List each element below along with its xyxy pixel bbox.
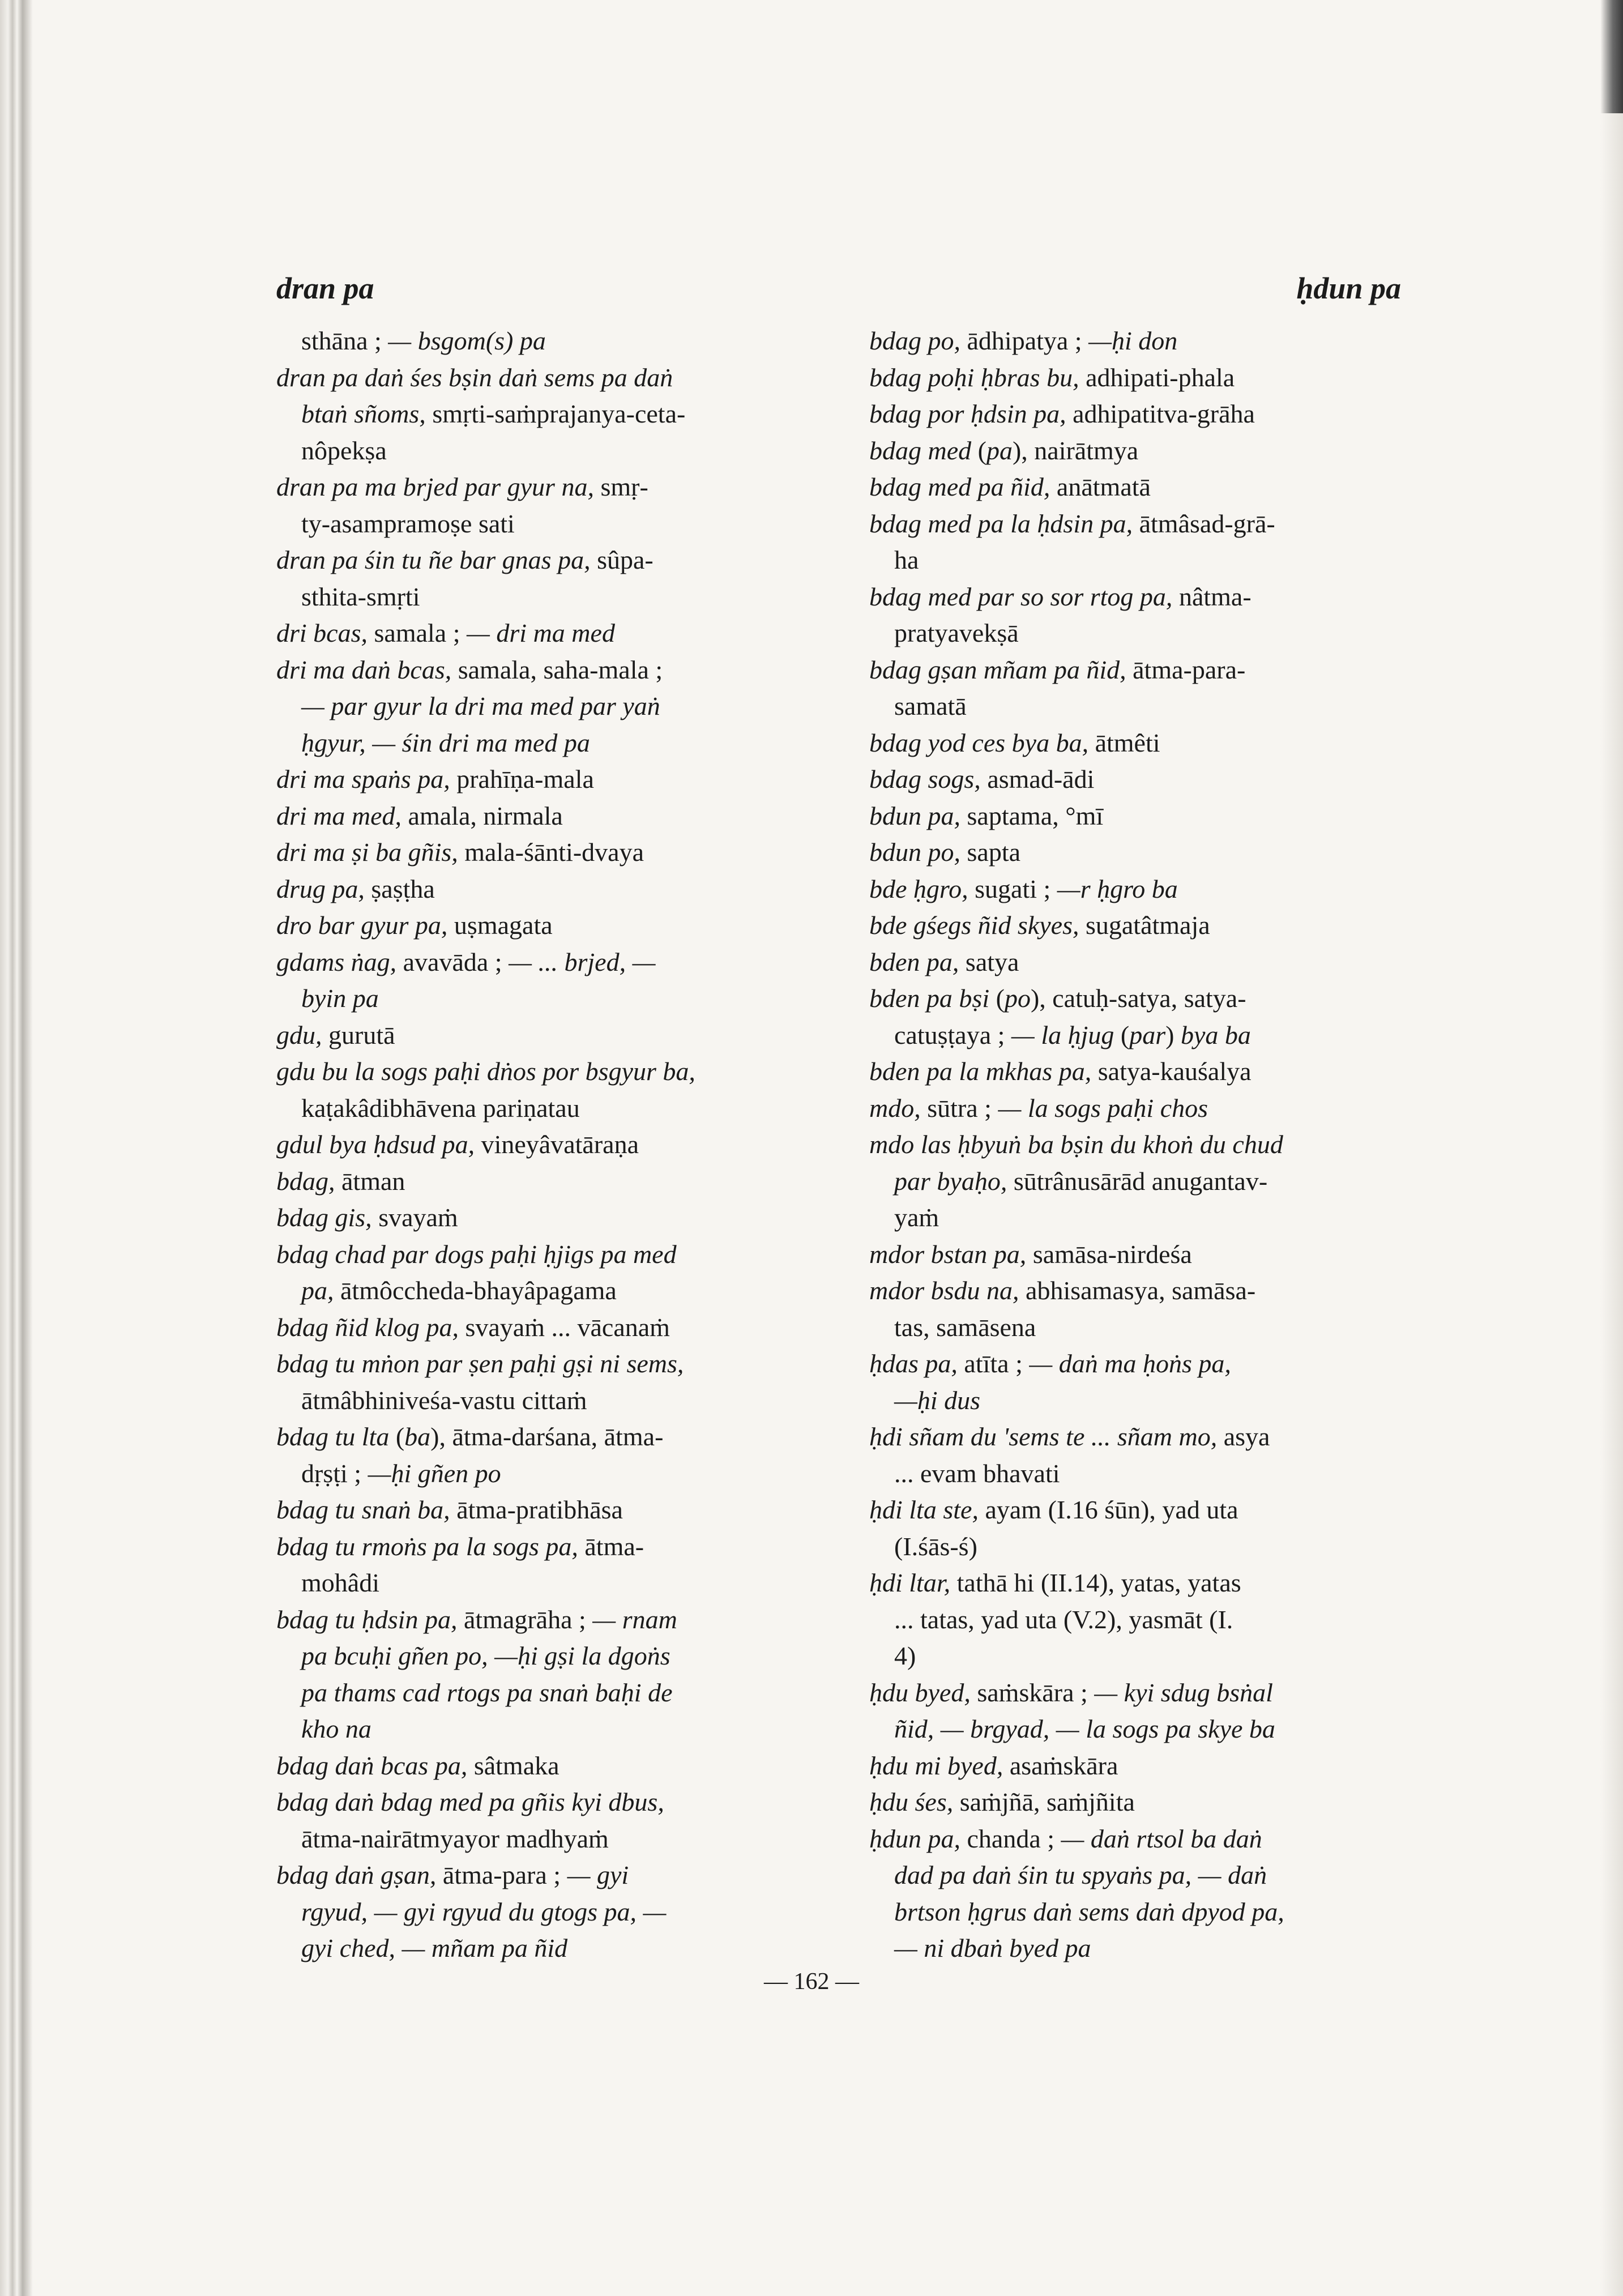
dictionary-line <box>276 1857 843 1894</box>
sanskrit-equivalent: ātma-para- <box>1133 655 1246 684</box>
sanskrit-equivalent: ātman <box>341 1166 405 1196</box>
dictionary-line <box>276 834 843 871</box>
sanskrit-equivalent: anātmatā <box>1056 472 1151 501</box>
dictionary-line <box>276 360 843 396</box>
tibetan-term: bdag poḥi ḥbras bu, <box>869 362 1086 392</box>
tibetan-term: bdag chad par dogs paḥi ḥjigs pa med <box>276 1239 677 1269</box>
dictionary-line <box>869 1529 1436 1565</box>
sanskrit-equivalent: ( <box>996 984 1005 1013</box>
tibetan-term: gyi ched, — mñam pa ñid <box>301 1934 568 1962</box>
dictionary-line <box>869 907 1436 944</box>
tibetan-term: bde ḥgro, <box>869 874 975 903</box>
dictionary-line <box>276 433 843 470</box>
tibetan-term: gdu bu la sogs paḥi dṅos por bsgyur ba, <box>276 1057 695 1086</box>
sanskrit-equivalent: sthita-smṛti <box>301 582 420 611</box>
sanskrit-equivalent: ātma-pratibhāsa <box>456 1495 623 1524</box>
dictionary-line <box>869 798 1436 835</box>
sanskrit-equivalent: ), nairātmya <box>1012 436 1139 465</box>
page-corner-shadow <box>1600 0 1623 113</box>
tibetan-term: bdag med par so sor rtog pa, <box>869 582 1179 611</box>
tibetan-term: — la ḥjug <box>1011 1020 1121 1049</box>
sanskrit-equivalent: atīta ; <box>964 1349 1030 1378</box>
tibetan-term: rgyud, — gyi rgyud du gtogs pa, — <box>301 1897 667 1926</box>
tibetan-term: bdag med <box>869 436 978 465</box>
tibetan-term: — la sogs paḥi chos <box>998 1093 1208 1123</box>
tibetan-term: dran pa ma brjed par gyur na, <box>276 472 601 501</box>
dictionary-line <box>869 1456 1436 1492</box>
page-number: — 162 — <box>764 1969 859 1995</box>
sanskrit-equivalent: ātmêti <box>1095 728 1160 757</box>
tibetan-term: dro bar gyur pa, <box>276 911 454 940</box>
dictionary-line <box>276 323 843 360</box>
dictionary-line <box>276 1784 843 1821</box>
tibetan-term: btaṅ sñoms, <box>301 399 433 428</box>
dictionary-line <box>276 469 843 506</box>
dictionary-line <box>869 980 1436 1017</box>
tibetan-term: bden pa bṣi <box>869 984 996 1013</box>
tibetan-term: bdag por ḥdsin pa, <box>869 399 1073 428</box>
sanskrit-equivalent: ) <box>1165 1020 1181 1049</box>
dictionary-line <box>276 1456 843 1492</box>
sanskrit-equivalent: nâtma- <box>1178 582 1252 611</box>
dictionary-line <box>869 1930 1436 1967</box>
sanskrit-equivalent: ātma-nairātmyayor madhyaṁ <box>301 1824 609 1853</box>
tibetan-term: dran pa daṅ śes bṣin daṅ sems pa daṅ <box>276 362 673 392</box>
tibetan-term: ḥdi lta ste, <box>869 1495 985 1524</box>
sanskrit-equivalent: amala, nirmala <box>408 801 563 830</box>
dictionary-line <box>869 761 1436 798</box>
dictionary-line <box>276 1273 843 1309</box>
right-column <box>869 323 1436 1967</box>
sanskrit-equivalent: asya <box>1223 1422 1270 1451</box>
dictionary-line <box>276 761 843 798</box>
dictionary-line <box>869 1309 1436 1346</box>
tibetan-term: bden pa la mkhas pa, <box>869 1057 1098 1086</box>
sanskrit-equivalent: sūtrânusārād anugantav- <box>1013 1166 1268 1196</box>
sanskrit-equivalent: ), ātma-darśana, ātma- <box>430 1422 664 1451</box>
sanskrit-equivalent: saptama, °mī <box>967 801 1104 830</box>
dictionary-line <box>869 323 1436 360</box>
dictionary-line <box>869 360 1436 396</box>
dictionary-line <box>869 944 1436 981</box>
sanskrit-equivalent: ātma- <box>584 1531 644 1561</box>
sanskrit-equivalent: ha <box>894 545 919 574</box>
sanskrit-equivalent: saṁjñā, saṁjñita <box>959 1787 1135 1816</box>
dictionary-line <box>869 433 1436 470</box>
tibetan-term: ḥdu mi byed, <box>869 1751 1010 1780</box>
tibetan-term: bdag med pa ñid, <box>869 472 1057 501</box>
sanskrit-equivalent: adhipati-phala <box>1086 362 1235 392</box>
dictionary-line <box>276 652 843 689</box>
tibetan-term: ḥgyur, — śin dri ma med pa <box>301 728 590 757</box>
tibetan-term: pa bcuḥi gñen po, —ḥi gṣi la dgoṅs <box>301 1641 670 1670</box>
sanskrit-equivalent: prahīṇa-mala <box>456 765 594 793</box>
tibetan-term: bdag gis, <box>276 1203 379 1232</box>
tibetan-term: gdams ṅag, <box>276 947 403 976</box>
dictionary-line <box>869 1711 1436 1748</box>
sanskrit-equivalent: pratyavekṣā <box>894 618 1019 647</box>
tibetan-term: bdag po, <box>869 326 967 355</box>
dictionary-line <box>276 1675 843 1712</box>
dictionary-line <box>276 1017 843 1054</box>
dictionary-line <box>869 1638 1436 1675</box>
dictionary-line <box>276 1602 843 1638</box>
sanskrit-equivalent: ayam (I.16 śūn), yad uta <box>985 1495 1238 1524</box>
tibetan-term: bdag tu lta <box>276 1422 396 1451</box>
tibetan-term: po <box>1004 984 1031 1013</box>
dictionary-line <box>276 688 843 725</box>
tibetan-term: kho na <box>301 1714 371 1743</box>
tibetan-term: par byaḥo, <box>894 1166 1014 1196</box>
tibetan-term: ḥdi ltar, <box>869 1568 957 1597</box>
sanskrit-equivalent: satya <box>965 947 1019 976</box>
tibetan-term: mdor bstan pa, <box>869 1239 1033 1269</box>
sanskrit-equivalent: tas, samāsena <box>894 1312 1036 1342</box>
dictionary-line <box>276 725 843 762</box>
dictionary-line <box>869 834 1436 871</box>
dictionary-line <box>276 1309 843 1346</box>
sanskrit-equivalent: yaṁ <box>894 1203 939 1232</box>
sanskrit-equivalent: abhisamasya, samāsa- <box>1026 1276 1256 1305</box>
sanskrit-equivalent: ātmôccheda-bhayâpagama <box>340 1276 617 1305</box>
dictionary-line <box>276 615 843 652</box>
tibetan-term: dri ma daṅ bcas, <box>276 655 458 684</box>
dictionary-line <box>869 1565 1436 1602</box>
dictionary-line <box>869 1090 1436 1127</box>
dictionary-line <box>869 1126 1436 1163</box>
dictionary-line <box>276 1163 843 1200</box>
tibetan-term: mdor bsdu na, <box>869 1276 1026 1305</box>
sanskrit-equivalent: svayaṁ ... vācanaṁ <box>465 1312 670 1342</box>
sanskrit-equivalent: nôpekṣa <box>301 436 387 465</box>
tibetan-term: pa <box>986 436 1013 465</box>
dictionary-line <box>869 1821 1436 1858</box>
tibetan-term: brtson ḥgrus daṅ sems daṅ dpyod pa, <box>894 1897 1284 1926</box>
tibetan-term: drug pa, <box>276 874 371 903</box>
left-column <box>276 323 843 1967</box>
sanskrit-equivalent: avavāda ; <box>403 947 509 976</box>
sanskrit-equivalent: ), catuḥ-satya, satya- <box>1030 984 1246 1013</box>
tibetan-term: ḥdas pa, <box>869 1349 964 1378</box>
tibetan-term: pa, <box>301 1276 340 1305</box>
sanskrit-equivalent: ātma-para ; <box>442 1860 567 1889</box>
sanskrit-equivalent: mala-śānti-dvaya <box>464 838 644 867</box>
tibetan-term: — rnam <box>592 1604 677 1634</box>
dictionary-line <box>869 615 1436 652</box>
dictionary-line <box>276 1236 843 1273</box>
tibetan-term: bdag tu mṅon par ṣen paḥi gṣi ni sems, <box>276 1349 684 1378</box>
tibetan-term: — daṅ ma ḥoṅs pa, <box>1029 1349 1231 1378</box>
tibetan-term: bdag sogs, <box>869 765 988 793</box>
tibetan-term: par <box>1129 1020 1166 1049</box>
dictionary-line <box>276 798 843 835</box>
sanskrit-equivalent: smṛ- <box>600 472 648 501</box>
tibetan-term: ḥdi sñam du 'sems te ... sñam mo, <box>869 1422 1224 1451</box>
tibetan-term: — bsgom(s) pa <box>388 326 546 355</box>
sanskrit-equivalent: (I.śās-ś) <box>894 1531 977 1561</box>
sanskrit-equivalent: ( <box>395 1422 405 1451</box>
dictionary-line <box>276 1126 843 1163</box>
sanskrit-equivalent: samala ; <box>374 618 467 647</box>
sanskrit-equivalent: ātmâsad-grā- <box>1139 509 1275 538</box>
dictionary-line <box>276 579 843 616</box>
dictionary-line <box>869 396 1436 433</box>
dictionary-line <box>869 688 1436 725</box>
sanskrit-equivalent: sapta <box>967 838 1021 867</box>
tibetan-term: bdag med pa la ḥdsin pa, <box>869 509 1139 538</box>
dictionary-line <box>276 1529 843 1565</box>
page-right-edge <box>1589 0 1623 2296</box>
tibetan-term: gdu, <box>276 1020 328 1049</box>
dictionary-line <box>869 1419 1436 1456</box>
dictionary-line <box>276 1090 843 1127</box>
dictionary-line <box>276 542 843 579</box>
dictionary-line <box>276 871 843 908</box>
sanskrit-equivalent: sâtmaka <box>473 1751 559 1780</box>
sanskrit-equivalent: asaṁskāra <box>1009 1751 1118 1780</box>
tibetan-term: bdag ñid klog pa, <box>276 1312 465 1342</box>
tibetan-term: — gyi <box>567 1860 629 1889</box>
tibetan-term: dad pa daṅ śin tu spyaṅs pa, — daṅ <box>894 1860 1267 1889</box>
sanskrit-equivalent: catuṣṭaya ; <box>894 1020 1011 1049</box>
dictionary-line <box>869 469 1436 506</box>
sanskrit-equivalent: ... tatas, yad uta (V.2), yasmāt (I. <box>894 1604 1233 1634</box>
sanskrit-equivalent: ātmâbhiniveśa-vastu cittaṁ <box>301 1385 587 1415</box>
sanskrit-equivalent: ādhipatya ; <box>967 326 1089 355</box>
sanskrit-equivalent: svayaṁ <box>378 1203 458 1232</box>
sanskrit-equivalent: ātmagrāha ; <box>463 1604 593 1634</box>
tibetan-term: dran pa śin tu ñe bar gnas pa, <box>276 545 597 574</box>
dictionary-line <box>869 871 1436 908</box>
sanskrit-equivalent: satya-kauśalya <box>1097 1057 1252 1086</box>
tibetan-term: ḥdun pa, <box>869 1824 967 1853</box>
tibetan-term: — dri ma med <box>467 618 615 647</box>
sanskrit-equivalent: sûpa- <box>597 545 654 574</box>
dictionary-line <box>869 1382 1436 1419</box>
tibetan-term: — ni dbaṅ byed pa <box>894 1934 1091 1962</box>
dictionary-line <box>276 980 843 1017</box>
dictionary-line <box>276 1419 843 1456</box>
dictionary-line <box>869 1894 1436 1931</box>
dictionary-line <box>276 1382 843 1419</box>
dictionary-line <box>869 1492 1436 1529</box>
dictionary-line <box>276 1711 843 1748</box>
sanskrit-equivalent: adhipatitva-grāha <box>1073 399 1255 428</box>
dictionary-line <box>276 1492 843 1529</box>
dictionary-line <box>869 1346 1436 1382</box>
sanskrit-equivalent: ( <box>977 436 986 465</box>
sanskrit-equivalent: vineyâvatāraṇa <box>481 1130 639 1159</box>
tibetan-term: gdul bya ḥdsud pa, <box>276 1130 481 1159</box>
tibetan-term: bdag gṣan mñam pa ñid, <box>869 655 1133 684</box>
sanskrit-equivalent: dṛṣṭi ; <box>301 1458 368 1488</box>
dictionary-line <box>276 1821 843 1858</box>
dictionary-line <box>869 1273 1436 1309</box>
tibetan-term: bdag tu ḥdsin pa, <box>276 1604 464 1634</box>
tibetan-term: pa thams cad rtogs pa snaṅ baḥi de <box>301 1678 673 1707</box>
tibetan-term: ñid, — brgyad, — la sogs pa skye ba <box>894 1714 1275 1743</box>
tibetan-term: —ḥi dus <box>894 1385 981 1415</box>
dictionary-line <box>276 907 843 944</box>
tibetan-term: dri bcas, <box>276 618 374 647</box>
sanskrit-equivalent: kaṭakâdibhāvena pariṇatau <box>301 1093 580 1123</box>
tibetan-term: bdag tu rmoṅs pa la sogs pa, <box>276 1531 585 1561</box>
sanskrit-equivalent: 4) <box>894 1641 916 1670</box>
tibetan-term: ḥdu byed, <box>869 1678 977 1707</box>
tibetan-term: bdag daṅ gṣan, <box>276 1860 443 1889</box>
running-header-left: dran pa <box>276 271 374 305</box>
tibetan-term: —ḥi don <box>1088 326 1178 355</box>
tibetan-term: — daṅ rtsol ba daṅ <box>1061 1824 1262 1853</box>
tibetan-term: ba <box>404 1422 431 1451</box>
dictionary-line <box>869 652 1436 689</box>
dictionary-line <box>276 1894 843 1931</box>
dictionary-line <box>869 725 1436 762</box>
dictionary-line <box>276 1200 843 1236</box>
sanskrit-equivalent: chanda ; <box>967 1824 1061 1853</box>
tibetan-term: dri ma med, <box>276 801 408 830</box>
tibetan-term: —r ḥgro ba <box>1057 874 1178 903</box>
sanskrit-equivalent: tathā hi (II.14), yatas, yatas <box>956 1568 1241 1597</box>
tibetan-term: —ḥi gñen po <box>368 1458 501 1488</box>
tibetan-term: dri ma spaṅs pa, <box>276 765 457 793</box>
dictionary-line <box>869 1748 1436 1785</box>
page-binding-edge <box>0 0 34 2296</box>
sanskrit-equivalent: ṣaṣṭha <box>371 874 435 903</box>
sanskrit-equivalent: gurutā <box>328 1020 395 1049</box>
tibetan-term: bdag, <box>276 1166 341 1196</box>
dictionary-line <box>869 1053 1436 1090</box>
dictionary-line <box>869 1017 1436 1054</box>
dictionary-line <box>276 1346 843 1382</box>
sanskrit-equivalent: samala, saha-mala ; <box>458 655 663 684</box>
sanskrit-equivalent: asmad-ādi <box>987 765 1095 793</box>
sanskrit-equivalent: samatā <box>894 692 967 720</box>
tibetan-term: bdun po, <box>869 838 967 867</box>
sanskrit-equivalent: saṁskāra ; <box>977 1678 1095 1707</box>
sanskrit-equivalent: sugati ; <box>975 874 1057 903</box>
running-header-right: ḥdun pa <box>1296 271 1401 305</box>
sanskrit-equivalent: sūtra ; <box>927 1093 998 1123</box>
dictionary-line <box>276 944 843 981</box>
sanskrit-equivalent: sugatâtmaja <box>1085 911 1210 940</box>
dictionary-line <box>869 1857 1436 1894</box>
tibetan-term: bden pa, <box>869 947 966 976</box>
sanskrit-equivalent: ... evam bhavati <box>894 1458 1060 1488</box>
sanskrit-equivalent: smṛti-saṁprajanya-ceta- <box>432 399 686 428</box>
tibetan-term: dri ma ṣi ba gñis, <box>276 838 465 867</box>
tibetan-term: ḥdu śes, <box>869 1787 960 1816</box>
sanskrit-equivalent: uṣmagata <box>454 911 553 940</box>
dictionary-line <box>276 506 843 543</box>
dictionary-line <box>869 1675 1436 1712</box>
tibetan-term: — par gyur la dri ma med par yaṅ <box>301 692 660 720</box>
dictionary-line <box>276 1748 843 1785</box>
dictionary-line <box>869 1784 1436 1821</box>
dictionary-line <box>276 396 843 433</box>
tibetan-term: bdag tu snaṅ ba, <box>276 1495 457 1524</box>
dictionary-line <box>869 1200 1436 1236</box>
dictionary-line <box>869 542 1436 579</box>
tibetan-term: bdun pa, <box>869 801 967 830</box>
tibetan-term: bdag yod ces bya ba, <box>869 728 1095 757</box>
tibetan-term: mdo, <box>869 1093 928 1123</box>
dictionary-line <box>869 506 1436 543</box>
tibetan-term: bde gśegs ñid skyes, <box>869 911 1086 940</box>
tibetan-term: — ... brjed, — <box>509 947 656 976</box>
dictionary-line <box>869 1236 1436 1273</box>
dictionary-line <box>276 1930 843 1967</box>
sanskrit-equivalent: sthāna ; <box>301 326 388 355</box>
dictionary-line <box>869 1163 1436 1200</box>
tibetan-term: bya ba <box>1180 1020 1251 1049</box>
tibetan-term: byin pa <box>301 984 379 1013</box>
dictionary-line <box>276 1053 843 1090</box>
sanskrit-equivalent: mohâdi <box>301 1568 379 1597</box>
tibetan-term: mdo las ḥbyuṅ ba bṣin du khoṅ du chud <box>869 1130 1283 1159</box>
dictionary-line <box>276 1565 843 1602</box>
sanskrit-equivalent: samāsa-nirdeśa <box>1032 1239 1192 1269</box>
tibetan-term: — kyi sdug bsṅal <box>1094 1678 1273 1707</box>
dictionary-line <box>869 1602 1436 1638</box>
tibetan-term: bdag daṅ bcas pa, <box>276 1751 474 1780</box>
sanskrit-equivalent: ty-asampramoṣe sati <box>301 509 515 538</box>
dictionary-line <box>276 1638 843 1675</box>
tibetan-term: bdag daṅ bdag med pa gñis kyi dbus, <box>276 1787 664 1816</box>
dictionary-line <box>869 579 1436 616</box>
sanskrit-equivalent: ( <box>1120 1020 1130 1049</box>
